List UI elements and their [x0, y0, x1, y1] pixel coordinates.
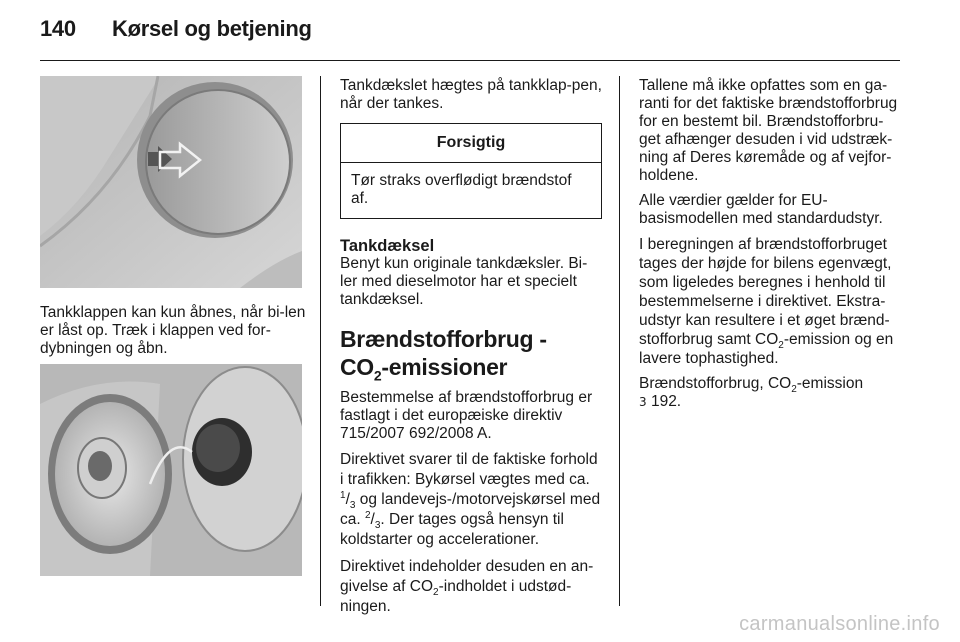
fuel-cap-open-illustration [40, 364, 302, 576]
co2-subscript: 2 [778, 340, 784, 352]
page-header [40, 16, 312, 42]
reference-text-b: -emission [796, 375, 864, 392]
fraction-2-denominator: 3 [374, 520, 381, 532]
column-divider-2 [619, 76, 620, 606]
calculation-text-a: I beregningen af brændstofforbruget tages der højde for bilens egenvægt, som ligeledes beregnes i henhold til bestemmelserne i direktivet. Ekstra-udstyr kan resultere i et øget brænd-stofforbrug samt CO [639, 236, 892, 348]
column-2 [340, 77, 602, 624]
fuel-flap-closed-illustration [40, 76, 302, 288]
chapter-title: Kørsel og betjening [112, 16, 312, 41]
fraction-1-denominator: 3 [349, 500, 356, 512]
caution-heading: Forsigtig [341, 124, 601, 163]
reference-text-a: Brændstofforbrug, CO [639, 375, 792, 392]
column-divider-1 [320, 76, 321, 606]
cross-reference[interactable] [639, 375, 901, 411]
column-1 [40, 304, 308, 365]
co2-subscript: 2 [433, 587, 439, 599]
co2-content-text-b: -indholdet i udstød-ningen. [340, 578, 572, 615]
guarantee-paragraph: Tallene må ikke opfattes som en ga-ranti for det faktiske brændstofforbrug for en bestemt bil. Brændstofforbru-get afhænger desuden i vid udstræk-ning af Deres køremåde og af vejfor-holdene. [639, 77, 898, 184]
reference-arrow-icon: 3 [639, 395, 647, 409]
page-number: 140 [40, 16, 76, 41]
fuel-flap-caption: Tankklappen kan kun åbnes, når bi-len er låst op. Træk i klappen ved for-dybningen og åbn. [40, 304, 306, 357]
fraction-1-numerator: 1 [340, 489, 346, 501]
calculation-text-b: -emission og en lavere tophastighed. [639, 331, 894, 367]
fraction-one-third: $^1/_3$ [340, 489, 356, 512]
section-heading-part1: Brændstofforbrug - [340, 326, 547, 352]
calculation-paragraph [639, 235, 901, 368]
section-heading [340, 325, 602, 384]
watermark: carmanualsonline.info [739, 613, 940, 635]
section-heading-part2: -emissioner [381, 354, 508, 380]
column-3 [639, 77, 901, 418]
reference-page[interactable]: 192. [646, 393, 682, 410]
directive-paragraph: Bestemmelse af brændstofforbrug er fastlagt i det europæiske direktiv 715/2007 692/2008 A. [340, 389, 593, 442]
header-rule [40, 60, 900, 61]
tankdaeksel-heading: Tankdæksel [340, 237, 435, 255]
co2-subscript: 2 [791, 384, 797, 396]
eu-values-paragraph: Alle værdier gælder for EU-basismodellen med standardudstyr. [639, 192, 883, 227]
section-heading-sub: 2 [373, 367, 382, 384]
conditions-text-b: og landevejs-/motorvejskørsel med ca. [340, 491, 601, 528]
conditions-text-c: . Der tages også hensyn til koldstarter og accelerationer. [340, 511, 564, 548]
co2-content-text-a: Direktivet indeholder desuden en an-givelse af CO [340, 558, 594, 595]
co2-content-paragraph [340, 557, 602, 617]
hook-cap-text: Tankdækslet hægtes på tankklap-pen, når der tankes. [340, 77, 602, 112]
conditions-text-a: Direktivet svarer til de faktiske forhold i trafikken: Bykørsel vægtes med ca. [340, 451, 598, 488]
section-heading-co: CO [340, 354, 374, 380]
conditions-paragraph [340, 450, 602, 550]
caution-text: Tør straks overflødigt brændstof af. [351, 172, 572, 207]
caution-box [340, 123, 602, 219]
fraction-two-thirds: $^2/_3$ [364, 509, 381, 532]
tankdaeksel-text: Benyt kun originale tankdæksler. Bi-ler med dieselmotor har et specielt tankdæksel. [340, 255, 588, 308]
fraction-2-numerator: 2 [364, 509, 371, 521]
